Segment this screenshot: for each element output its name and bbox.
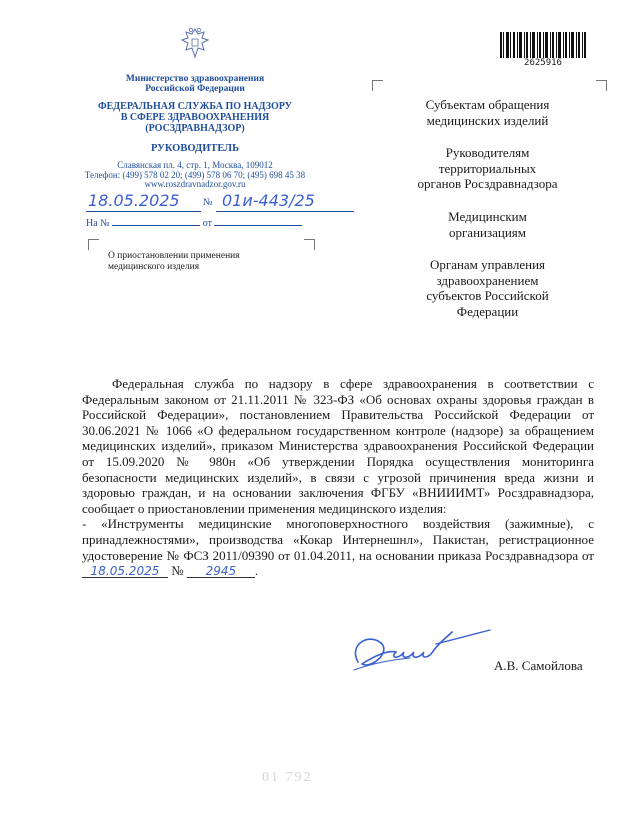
number-sign: № — [203, 197, 213, 208]
order-date-field — [82, 564, 168, 578]
body-period: . — [254, 563, 259, 579]
ministry-name: Министерство здравоохранения Российской Федерации — [125, 74, 265, 94]
reference-line — [86, 218, 326, 229]
registration-line — [86, 191, 356, 215]
barcode-number: 2625916 — [524, 58, 562, 68]
body-paragraph-1: Федеральная служба по надзору в сфере здравоохранения в соответствии с Федеральным законом от 21.11.2011 № 323-ФЗ «Об основах охраны здоровья граждан в Российской Федерации», постановлением Правительства Российской Федерации от 30.06.2021 № 1066 «О федеральном государственном контроле (надзоре) за обращением медицинских изделий», приказом Министерства здравоохранения Российской Федерации от 15.09.2020 № 980н «Об утверждении Порядка осуществления мониторинга безопасности медицинских изделий», в связи с угрозой причинения вреда жизни и здоровью граждан, и на основании заключения ФГБУ «ВНИИИМТ» Росздравнадзора, сообщает о приостановлении применения медицинского изделия: — [82, 376, 594, 516]
letter-body — [82, 376, 594, 579]
addressee-4: Органам управления здравоохранением субъектов Российской Федерации — [426, 257, 549, 319]
address-line: Славянская пл. 4, стр. 1, Москва, 109012 — [117, 160, 273, 170]
website-line: www.roszdravnadzor.gov.ru — [144, 179, 246, 190]
addressee-2: Руководителям территориальных органов Росздравнадзора — [417, 145, 558, 191]
order-number-sign: № — [171, 563, 184, 579]
barcode — [498, 32, 588, 58]
addressee-1: Субъектам обращения медицинских изделий — [425, 97, 550, 128]
agency-name: ФЕДЕРАЛЬНАЯ СЛУЖБА ПО НАДЗОРУ В СФЕРЕ ЗДРАВООХРАНЕНИЯ (РОСЗДРАВНАДЗОР) — [98, 101, 292, 134]
bleed-through-text: 01 792 — [262, 770, 313, 785]
signatory-name: А.В. Самойлова — [494, 658, 583, 673]
ref-prefix: На № — [86, 218, 110, 229]
product-description: - «Инструменты медицинские многоповерхностного воздействия (зажимные), с принадлежностями», производства «Кокар Интернешнл», Пакистан, регистрационное удостоверение № ФСЗ 2011/09390 от 01.04.2011, на основании приказа Росздравнадзора от — [82, 516, 594, 563]
phones-line: Телефон: (499) 578 02 20; (499) 578 06 70; (495) 698 45 38 — [84, 169, 306, 180]
order-date: 18.05.2025 — [90, 564, 160, 579]
head-title: РУКОВОДИТЕЛЬ — [150, 143, 240, 154]
handwritten-signature — [340, 614, 500, 684]
double-headed-eagle-emblem-icon — [180, 26, 210, 60]
body-paragraph-2 — [82, 516, 594, 578]
letter-subject: О приостановлении применения медицинского изделия — [108, 251, 240, 272]
order-number: 2945 — [205, 564, 237, 579]
contact-block — [70, 161, 320, 190]
registration-date: 18.05.2025 — [88, 191, 180, 210]
order-number-field — [187, 564, 255, 578]
registration-number: 01и-443/25 — [222, 191, 315, 210]
addressee-3: Медицинским организациям — [448, 209, 527, 240]
ref-from: от — [202, 218, 212, 229]
